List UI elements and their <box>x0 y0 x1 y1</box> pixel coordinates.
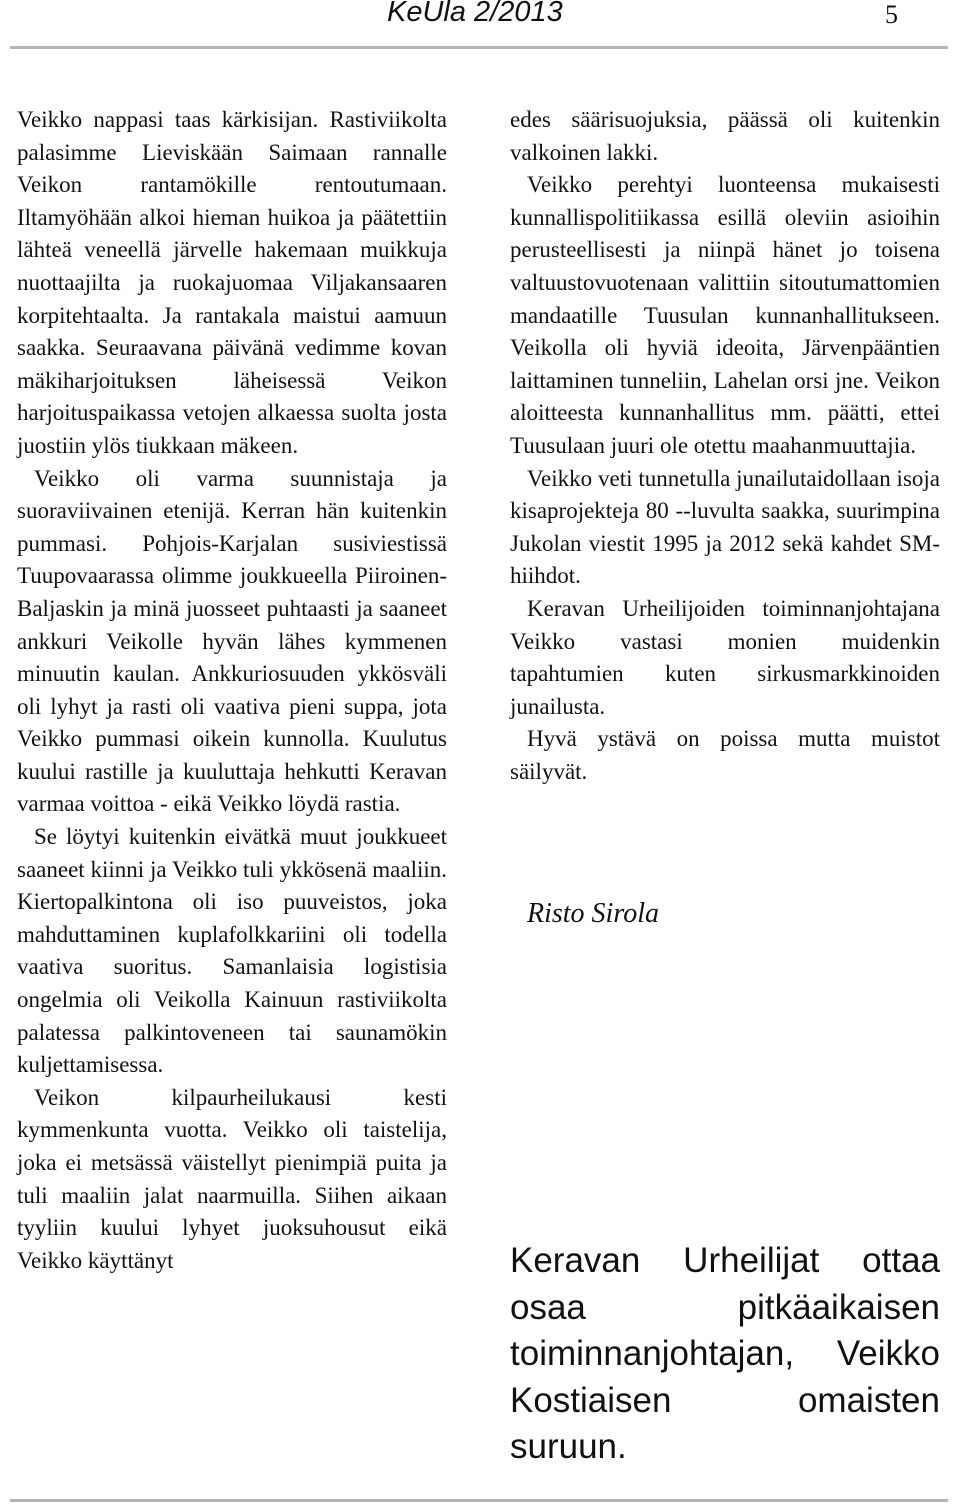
page-number: 5 <box>885 0 898 29</box>
condolence-notice: Keravan Urheilijat ottaa osaa pitkäaikaisen toiminnanjohtajan, Veikko Kostiaisen omaisten suruun. <box>510 1241 940 1466</box>
journal-title: KeUla 2/2013 <box>387 0 563 28</box>
paragraph: Veikko nappasi taas kärkisijan. Rastiviikolta palasimme Lieviskään Saimaan rannalle Veikon rantamökille rentoutumaan. Iltamyöhään alkoi hieman huikoa ja päätettiin lähteä veneellä järvelle hakemaan muikkuja nuottaajilta ja ruokajuomaa Viljakansaaren korpitehtaalta. Ja rantakala maistui aamuun saakka. Seuraavana päivänä vedimme kovan mäkiharjoituksen läheisessä Veikon harjoituspaikassa vetojen alkaessa suolta josta juostiin ylös tiukkaan mäkeen. <box>17 107 447 458</box>
right-column <box>510 104 940 788</box>
paragraph: Veikko oli varma suunnistaja ja suoraviivainen etenijä. Kerran hän kuitenkin pummasi. Pohjois-Karjalan susiviestissä Tuupovaarassa olimme joukkueella Piiroinen-Baljaskin ja minä juosseet puhtaasti ja saaneet ankkuri Veikolle hyvän lähes kymmenen minuutin kaulan. Ankkuriosuuden ykkösväli oli lyhyt ja rasti oli vaativa pieni suppa, jota Veikko pummasi oikein kunnolla. Kuulutus kuului rastille ja kuuluttaja hehkutti Keravan varmaa voittoa - eikä Veikko löydä rastia. <box>17 465 447 817</box>
header-rule <box>10 46 948 49</box>
paragraph: Hyvä ystävä on poissa mutta muistot säilyvät. <box>510 726 940 784</box>
paragraph: Veikon kilpaurheilukausi kesti kymmenkunta vuotta. Veikko oli taistelija, joka ei metsässä väistellyt pienimpiä puita ja tuli maaliin jalat naarmuilla. Siihen aikaan tyyliin kuului lyhyet juoksuhousut eikä Veikko käyttänyt <box>17 1084 447 1273</box>
footer-rule <box>10 1499 948 1502</box>
author-signature: Risto Sirola <box>527 898 659 929</box>
left-column <box>17 104 447 1277</box>
paragraph: Veikko perehtyi luonteensa mukaisesti kunnallispolitiikassa esillä oleviin asioihin perusteellisesti ja niinpä hänet jo toisena valtuustovuotenaan valittiin sitoutumattomien mandaatille Tuusulan kunnanhallitukseen. Veikolla oli hyviä ideoita, Järvenpääntien laittaminen tunneliin, Lahelan orsi jne. Veikon aloitteesta kunnanhallitus mm. päätti, ettei Tuusulaan juuri ole otettu maahanmuuttajia. <box>510 172 940 458</box>
paragraph: Veikko veti tunnetulla junailutaidollaan isoja kisaprojekteja 80 --luvulta saakka, suurimpina Jukolan viestit 1995 ja 2012 sekä kahdet SM-hiihdot. <box>510 465 940 589</box>
paragraph: Se löytyi kuitenkin eivätkä muut joukkueet saaneet kiinni ja Veikko tuli ykkösenä maaliin. Kiertopalkintona oli iso puuveistos, joka mahduttaminen kuplafolkkariini oli todella vaativa suoritus. Samanlaisia logistisia ongelmia oli Veikolla Kainuun rastiviikolta palatessa palkintoveneen tai saunamökin kuljettamisessa. <box>17 824 447 1078</box>
page-header <box>0 0 960 50</box>
paragraph: edes säärisuojuksia, päässä oli kuitenkin valkoinen lakki. <box>510 107 940 165</box>
paragraph: Keravan Urheilijoiden toiminnanjohtajana Veikko vastasi monien muidenkin tapahtumien kuten sirkusmarkkinoiden junailusta. <box>510 595 940 719</box>
